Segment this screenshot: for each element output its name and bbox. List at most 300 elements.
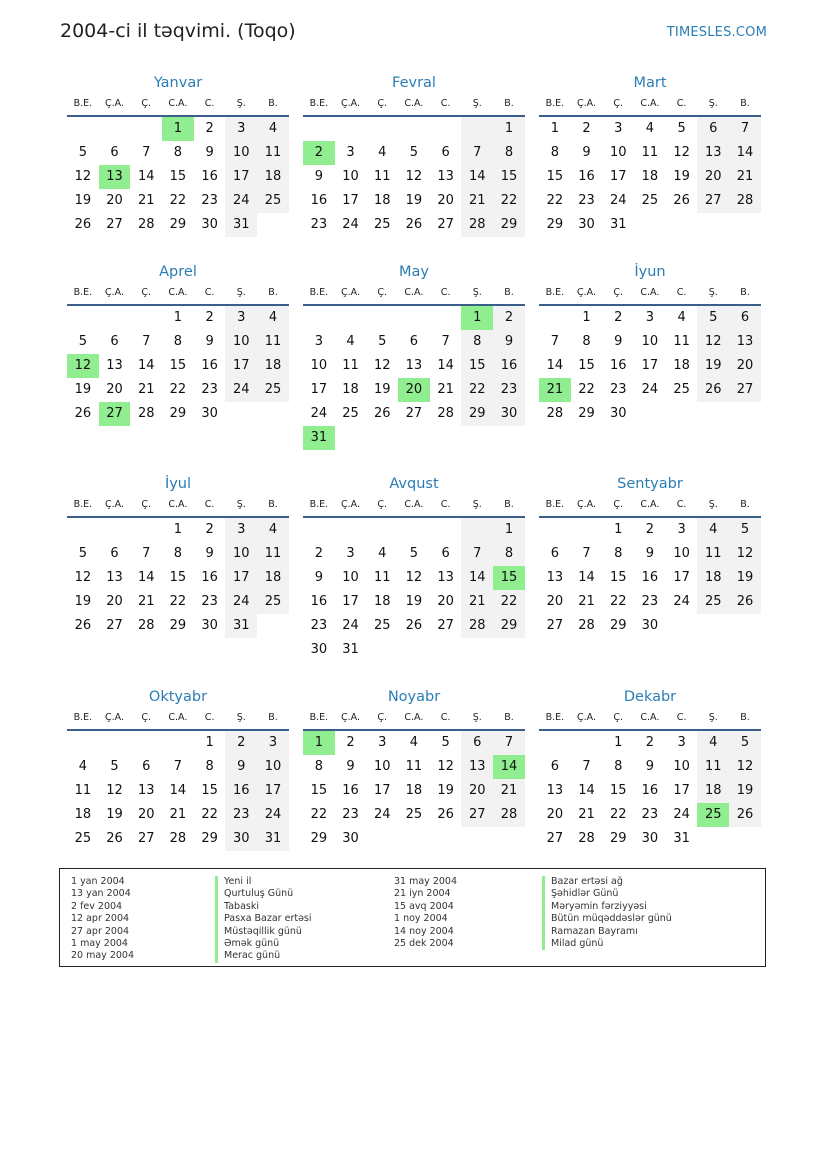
day-cell: 6 xyxy=(729,306,761,330)
day-cell: 26 xyxy=(405,217,423,232)
day-cell: 6 xyxy=(550,759,559,774)
day-cell: 4 xyxy=(697,518,729,542)
day-cell: 24 xyxy=(673,807,690,822)
empty-cell xyxy=(130,117,162,141)
month-name: Sentyabr xyxy=(617,476,683,492)
day-cell: 16 xyxy=(310,594,328,609)
empty-cell xyxy=(303,306,335,330)
day-cell: 6 xyxy=(110,546,119,561)
legend-date: 13 yan 2004 xyxy=(71,888,131,900)
day-cell: 2 xyxy=(614,310,623,325)
empty-cell xyxy=(634,402,666,426)
weekday-label: C. xyxy=(676,712,687,723)
day-cell: 11 xyxy=(257,542,289,566)
day-cell: 15 xyxy=(493,566,525,590)
weekday-label: B. xyxy=(740,98,750,109)
weekday-label: Ç.A. xyxy=(577,712,597,723)
day-cell: 17 xyxy=(373,783,391,798)
day-cell: 9 xyxy=(582,145,591,160)
day-cell: 4 xyxy=(257,306,289,330)
day-cell: 5 xyxy=(78,145,87,160)
weekday-header xyxy=(67,494,289,518)
weekday-label: B. xyxy=(268,712,278,723)
day-cell: 31 xyxy=(673,831,690,846)
day-cell: 2 xyxy=(303,141,335,165)
day-cell: 1 xyxy=(614,522,623,537)
day-cell: 22 xyxy=(609,594,627,609)
empty-cell xyxy=(67,518,99,542)
weekday-label: B. xyxy=(740,712,750,723)
empty-cell xyxy=(571,731,603,755)
day-cell: 23 xyxy=(342,807,359,822)
weekday-label: Ç.A. xyxy=(577,287,597,298)
day-cell: 3 xyxy=(225,306,257,330)
day-cell: 14 xyxy=(169,783,187,798)
day-cell: 23 xyxy=(609,382,627,397)
weekday-label: C.A. xyxy=(404,287,424,298)
empty-cell xyxy=(162,731,194,755)
month-name: Fevral xyxy=(392,75,436,91)
day-cell: 19 xyxy=(405,594,423,609)
day-cell: 6 xyxy=(110,334,119,349)
day-grid xyxy=(539,117,761,237)
day-cell: 3 xyxy=(645,310,655,325)
day-cell: 18 xyxy=(342,382,359,397)
day-cell: 26 xyxy=(74,217,92,232)
day-cell: 12 xyxy=(373,358,391,373)
empty-cell xyxy=(366,426,398,450)
day-cell: 23 xyxy=(493,378,525,402)
day-cell: 10 xyxy=(225,330,257,354)
day-cell: 1 xyxy=(493,117,525,141)
day-cell: 2 xyxy=(346,735,355,750)
day-cell: 3 xyxy=(346,546,355,561)
weekday-label: B. xyxy=(268,499,278,510)
brand-link[interactable]: TIMESLES.COM xyxy=(666,25,767,40)
weekday-label: C.A. xyxy=(404,98,424,109)
day-cell: 12 xyxy=(106,783,123,798)
day-cell: 9 xyxy=(314,169,323,184)
weekday-label: B.E. xyxy=(545,287,565,298)
day-cell: 11 xyxy=(257,330,289,354)
legend-date: 1 noy 2004 xyxy=(394,913,448,925)
day-cell: 14 xyxy=(461,566,493,590)
day-cell: 12 xyxy=(74,169,92,184)
empty-cell xyxy=(67,117,99,141)
day-cell: 18 xyxy=(257,354,289,378)
day-cell: 6 xyxy=(461,731,493,755)
day-cell: 19 xyxy=(74,382,92,397)
day-cell: 15 xyxy=(310,783,328,798)
day-cell: 10 xyxy=(225,542,257,566)
day-cell: 26 xyxy=(673,193,690,208)
day-cell: 31 xyxy=(225,213,257,237)
day-cell: 14 xyxy=(729,141,761,165)
day-cell: 13 xyxy=(697,141,729,165)
day-cell: 7 xyxy=(582,759,591,774)
day-cell: 31 xyxy=(257,827,289,851)
weekday-label: C.A. xyxy=(640,499,660,510)
empty-cell xyxy=(257,614,289,638)
day-cell: 16 xyxy=(578,169,595,184)
day-cell: 13 xyxy=(137,783,155,798)
weekday-label: Ç. xyxy=(141,712,152,723)
day-cell: 15 xyxy=(493,165,525,189)
day-cell: 19 xyxy=(729,779,761,803)
day-cell: 12 xyxy=(405,570,423,585)
weekday-label: B.E. xyxy=(73,98,93,109)
day-cell: 4 xyxy=(378,145,387,160)
weekday-label: C. xyxy=(204,98,215,109)
legend-holiday-name: Şəhidlər Günü xyxy=(542,888,672,900)
day-cell: 14 xyxy=(137,169,155,184)
weekday-label: B. xyxy=(504,499,514,510)
weekday-label: Ç. xyxy=(141,499,152,510)
empty-cell xyxy=(335,306,367,330)
day-cell: 31 xyxy=(609,217,627,232)
day-cell: 26 xyxy=(437,807,454,822)
empty-cell xyxy=(99,518,131,542)
empty-cell xyxy=(366,827,398,851)
weekday-label: Ç.A. xyxy=(105,499,125,510)
weekday-label: B.E. xyxy=(309,287,329,298)
day-cell: 11 xyxy=(74,783,92,798)
day-cell: 8 xyxy=(173,145,183,160)
day-cell: 22 xyxy=(169,382,187,397)
day-cell: 17 xyxy=(225,165,257,189)
day-cell: 22 xyxy=(201,807,218,822)
weekday-label: Ç. xyxy=(377,98,388,109)
day-cell: 8 xyxy=(550,145,559,160)
day-cell: 6 xyxy=(441,546,450,561)
day-cell: 9 xyxy=(493,330,525,354)
day-cell: 30 xyxy=(225,827,257,851)
day-cell: 24 xyxy=(225,590,257,614)
day-cell: 3 xyxy=(225,518,257,542)
empty-cell xyxy=(366,638,398,662)
day-cell: 23 xyxy=(201,382,218,397)
legend-holiday-name: Pasxa Bazar ertəsi xyxy=(215,913,312,925)
day-cell: 29 xyxy=(201,831,218,846)
day-cell: 19 xyxy=(74,594,92,609)
empty-cell xyxy=(130,518,162,542)
day-cell: 28 xyxy=(461,614,493,638)
day-cell: 17 xyxy=(641,358,659,373)
month-name: Dekabr xyxy=(623,689,677,705)
page-title: 2004-ci il təqvimi. (Toqo) xyxy=(60,20,296,42)
day-cell: 29 xyxy=(169,406,187,421)
day-cell: 3 xyxy=(614,121,623,136)
weekday-label: Ç.A. xyxy=(105,98,125,109)
day-cell: 3 xyxy=(346,145,355,160)
day-cell: 8 xyxy=(582,334,591,349)
day-grid xyxy=(67,518,289,638)
legend-date: 21 iyn 2004 xyxy=(394,888,451,900)
day-cell: 10 xyxy=(673,546,690,561)
month-7 xyxy=(67,474,289,638)
day-cell: 12 xyxy=(697,330,729,354)
day-cell: 9 xyxy=(205,546,214,561)
day-cell: 5 xyxy=(729,731,761,755)
day-cell: 24 xyxy=(342,217,359,232)
day-cell: 18 xyxy=(405,783,423,798)
day-cell: 5 xyxy=(729,518,761,542)
empty-cell xyxy=(729,213,761,237)
day-cell: 22 xyxy=(578,382,595,397)
weekday-label: Ç. xyxy=(613,712,624,723)
weekday-label: C. xyxy=(440,287,451,298)
month-name: İyun xyxy=(634,264,666,280)
day-cell: 13 xyxy=(405,358,423,373)
day-cell: 16 xyxy=(201,169,218,184)
day-cell: 26 xyxy=(74,618,92,633)
weekday-label: C. xyxy=(204,712,215,723)
day-cell: 5 xyxy=(110,759,119,774)
day-grid xyxy=(67,117,289,237)
day-cell: 24 xyxy=(641,382,659,397)
day-cell: 12 xyxy=(67,354,99,378)
day-cell: 20 xyxy=(461,779,493,803)
empty-cell xyxy=(697,614,729,638)
day-cell: 20 xyxy=(546,807,564,822)
day-cell: 20 xyxy=(137,807,155,822)
weekday-label: Ç.A. xyxy=(105,712,125,723)
month-1 xyxy=(67,73,289,237)
month-name: Aprel xyxy=(159,264,197,280)
day-cell: 27 xyxy=(137,831,155,846)
day-cell: 26 xyxy=(106,831,123,846)
weekday-header xyxy=(67,282,289,306)
weekday-label: Ş. xyxy=(472,712,482,723)
empty-cell xyxy=(461,117,493,141)
weekday-label: Ç.A. xyxy=(341,98,361,109)
weekday-header xyxy=(303,494,525,518)
holiday-legend xyxy=(59,868,766,967)
day-cell: 7 xyxy=(582,546,591,561)
day-cell: 21 xyxy=(578,594,595,609)
weekday-label: B. xyxy=(740,287,750,298)
legend-date: 12 apr 2004 xyxy=(71,913,130,925)
day-cell: 29 xyxy=(578,406,595,421)
day-cell: 17 xyxy=(673,570,690,585)
legend-dates-left xyxy=(71,876,134,963)
empty-cell xyxy=(398,306,430,330)
weekday-label: C.A. xyxy=(640,712,660,723)
day-cell: 2 xyxy=(205,310,214,325)
day-cell: 26 xyxy=(405,618,423,633)
day-cell: 16 xyxy=(609,358,627,373)
empty-cell xyxy=(99,117,131,141)
day-cell: 2 xyxy=(314,546,323,561)
weekday-label: C.A. xyxy=(168,98,188,109)
day-cell: 27 xyxy=(461,803,493,827)
day-cell: 29 xyxy=(493,614,525,638)
day-cell: 30 xyxy=(641,831,659,846)
day-grid xyxy=(303,306,525,450)
day-cell: 24 xyxy=(373,807,391,822)
empty-cell xyxy=(430,117,462,141)
day-cell: 29 xyxy=(493,213,525,237)
day-cell: 10 xyxy=(641,334,659,349)
weekday-label: Ş. xyxy=(472,287,482,298)
weekday-header xyxy=(539,707,761,731)
day-cell: 8 xyxy=(205,759,214,774)
empty-cell xyxy=(666,402,698,426)
day-cell: 24 xyxy=(673,594,690,609)
day-cell: 21 xyxy=(137,594,155,609)
month-name: Oktyabr xyxy=(148,689,208,705)
empty-cell xyxy=(461,426,493,450)
day-cell: 19 xyxy=(373,382,391,397)
day-cell: 1 xyxy=(614,735,623,750)
day-cell: 9 xyxy=(205,145,214,160)
day-cell: 9 xyxy=(645,546,655,561)
weekday-header xyxy=(67,93,289,117)
day-cell: 21 xyxy=(539,378,571,402)
day-cell: 20 xyxy=(106,382,123,397)
day-cell: 8 xyxy=(314,759,323,774)
legend-date: 27 apr 2004 xyxy=(71,925,130,937)
legend-date: 1 may 2004 xyxy=(71,937,128,949)
day-cell: 25 xyxy=(373,618,391,633)
day-cell: 29 xyxy=(310,831,328,846)
empty-cell xyxy=(257,402,289,426)
weekday-label: Ş. xyxy=(236,98,246,109)
day-cell: 22 xyxy=(169,594,187,609)
empty-cell xyxy=(461,518,493,542)
empty-cell xyxy=(257,213,289,237)
day-cell: 4 xyxy=(697,731,729,755)
day-cell: 11 xyxy=(673,334,690,349)
day-cell: 6 xyxy=(110,145,119,160)
day-cell: 7 xyxy=(729,117,761,141)
day-cell: 16 xyxy=(641,570,659,585)
legend-names-left xyxy=(215,876,312,963)
day-cell: 25 xyxy=(257,189,289,213)
day-cell: 6 xyxy=(550,546,559,561)
legend-date: 1 yan 2004 xyxy=(71,876,125,887)
day-cell: 28 xyxy=(493,803,525,827)
day-cell: 15 xyxy=(201,783,218,798)
day-cell: 11 xyxy=(373,570,391,585)
day-cell: 29 xyxy=(546,217,564,232)
day-cell: 26 xyxy=(373,406,391,421)
empty-cell xyxy=(493,827,525,851)
empty-cell xyxy=(225,402,257,426)
month-10 xyxy=(67,687,289,851)
weekday-label: Ç.A. xyxy=(105,287,125,298)
day-cell: 8 xyxy=(461,330,493,354)
empty-cell xyxy=(430,638,462,662)
day-cell: 5 xyxy=(378,334,387,349)
legend-holiday-name: Milad günü xyxy=(542,938,672,950)
empty-cell xyxy=(130,731,162,755)
day-cell: 29 xyxy=(169,217,187,232)
day-cell: 5 xyxy=(677,121,686,136)
day-cell: 1 xyxy=(173,310,183,325)
day-cell: 14 xyxy=(137,358,155,373)
day-cell: 4 xyxy=(257,117,289,141)
day-cell: 29 xyxy=(461,402,493,426)
weekday-label: Ç.A. xyxy=(341,499,361,510)
weekday-label: C.A. xyxy=(640,287,660,298)
day-cell: 25 xyxy=(257,590,289,614)
day-cell: 11 xyxy=(342,358,359,373)
day-cell: 11 xyxy=(373,169,391,184)
day-cell: 11 xyxy=(257,141,289,165)
empty-cell xyxy=(666,614,698,638)
day-cell: 15 xyxy=(609,570,627,585)
weekday-label: B.E. xyxy=(73,287,93,298)
day-cell: 2 xyxy=(205,522,214,537)
empty-cell xyxy=(130,306,162,330)
day-cell: 10 xyxy=(310,358,328,373)
legend-date: 20 may 2004 xyxy=(71,950,135,962)
day-cell: 30 xyxy=(310,642,328,657)
day-cell: 1 xyxy=(162,117,194,141)
day-cell: 6 xyxy=(142,759,151,774)
weekday-label: B.E. xyxy=(73,712,93,723)
day-cell: 24 xyxy=(609,193,627,208)
day-cell: 23 xyxy=(225,803,257,827)
day-cell: 18 xyxy=(373,193,391,208)
day-cell: 17 xyxy=(257,779,289,803)
weekday-header xyxy=(539,93,761,117)
empty-cell xyxy=(99,731,131,755)
day-cell: 25 xyxy=(257,378,289,402)
day-cell: 20 xyxy=(729,354,761,378)
day-cell: 24 xyxy=(310,406,328,421)
weekday-label: Ç. xyxy=(141,287,152,298)
day-cell: 18 xyxy=(697,566,729,590)
legend-date: 14 noy 2004 xyxy=(394,925,454,937)
day-cell: 18 xyxy=(257,566,289,590)
day-cell: 13 xyxy=(546,783,564,798)
day-cell: 6 xyxy=(441,145,450,160)
day-cell: 7 xyxy=(441,334,450,349)
legend-date: 31 may 2004 xyxy=(394,876,458,887)
day-cell: 19 xyxy=(673,169,690,184)
month-6 xyxy=(539,262,761,426)
empty-cell xyxy=(539,731,571,755)
weekday-label: Ş. xyxy=(472,98,482,109)
day-cell: 20 xyxy=(697,165,729,189)
legend-holiday-name: Tabaski xyxy=(215,901,312,913)
day-cell: 27 xyxy=(437,618,454,633)
day-cell: 27 xyxy=(405,406,423,421)
day-cell: 2 xyxy=(645,735,655,750)
day-cell: 27 xyxy=(546,618,564,633)
day-cell: 30 xyxy=(201,618,218,633)
day-cell: 5 xyxy=(409,145,419,160)
weekday-header xyxy=(303,93,525,117)
day-cell: 15 xyxy=(169,570,187,585)
weekday-label: Ç.A. xyxy=(341,712,361,723)
day-cell: 9 xyxy=(205,334,214,349)
day-cell: 1 xyxy=(582,310,591,325)
day-cell: 5 xyxy=(441,735,450,750)
empty-cell xyxy=(493,638,525,662)
day-cell: 3 xyxy=(378,735,387,750)
weekday-header xyxy=(539,494,761,518)
day-cell: 25 xyxy=(373,217,391,232)
weekday-label: Ş. xyxy=(708,712,718,723)
day-cell: 15 xyxy=(546,169,564,184)
empty-cell xyxy=(697,827,729,851)
month-name: İyul xyxy=(164,476,192,492)
empty-cell xyxy=(729,402,761,426)
day-cell: 13 xyxy=(106,570,123,585)
